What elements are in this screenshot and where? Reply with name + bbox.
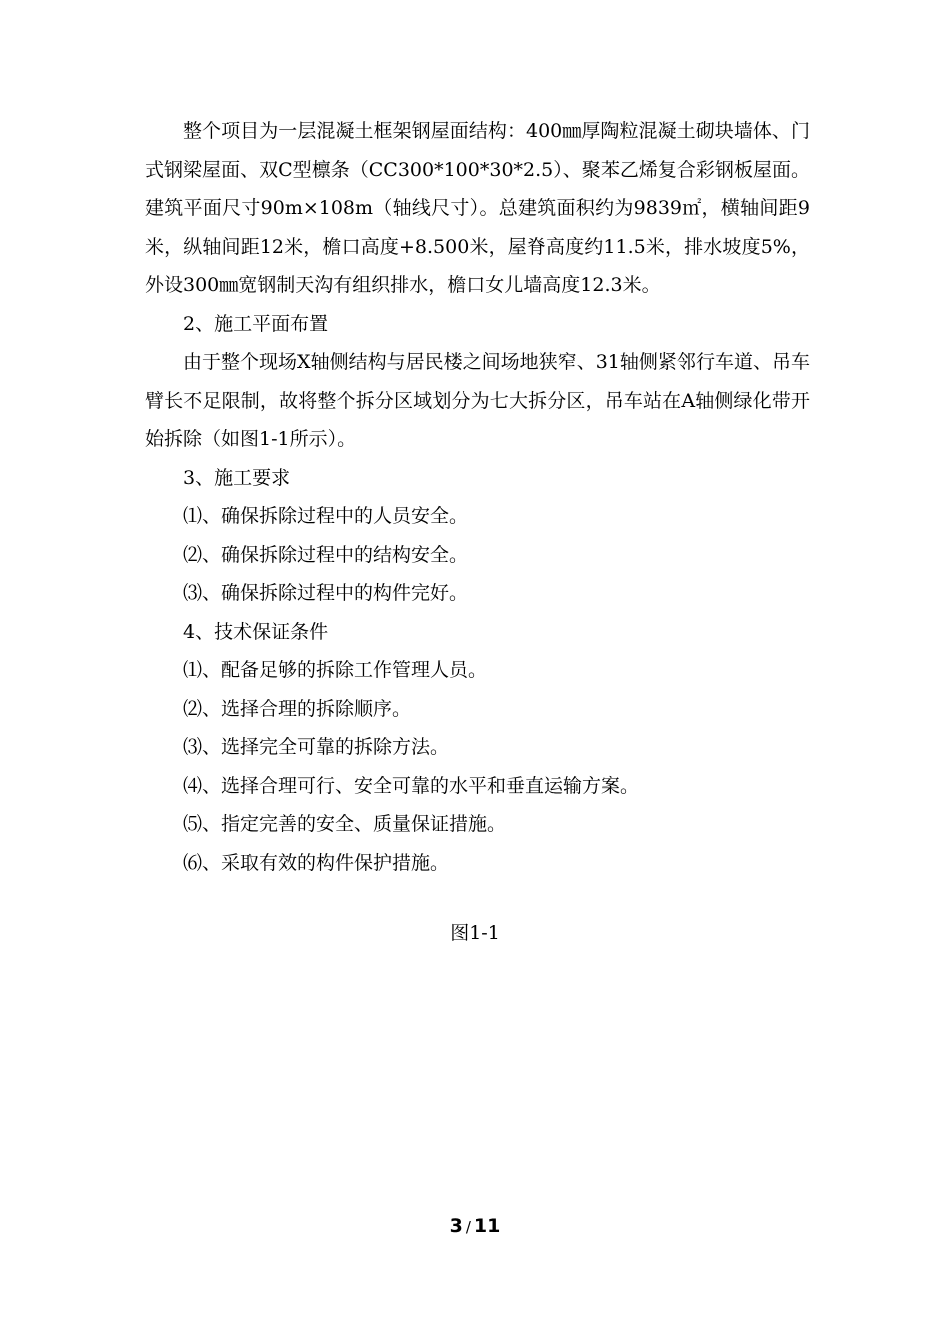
site-layout-paragraph: 由于整个现场X轴侧结构与居民楼之间场地狭窄、31轴侧紧邻行车道、吊车臂长不足限制，故将整个拆分区域划分为七大拆分区，吊车站在A轴侧绿化带开始拆除（如图1-1所示）。 — [145, 351, 810, 450]
document-body — [145, 112, 810, 882]
section-2-heading: 2、施工平面布置 — [183, 312, 329, 335]
requirement-item-2: ⑵、确保拆除过程中的结构安全。 — [183, 543, 469, 566]
guarantee-item-5: ⑸、指定完善的安全、质量保证措施。 — [183, 813, 507, 835]
figure-caption: 图1-1 — [450, 922, 500, 944]
guarantee-item-6: ⑹、采取有效的构件保护措施。 — [183, 851, 450, 874]
guarantee-item-2: ⑵、选择合理的拆除顺序。 — [183, 697, 412, 720]
page-number — [0, 1211, 950, 1242]
section-3-heading: 3、施工要求 — [183, 466, 291, 489]
total-pages-number: 11 — [473, 1215, 501, 1237]
requirement-item-1: ⑴、确保拆除过程中的人员安全。 — [183, 505, 469, 527]
section-4-heading: 4、技术保证条件 — [183, 620, 329, 643]
guarantee-item-4: ⑷、选择合理可行、安全可靠的水平和垂直运输方案。 — [183, 774, 640, 797]
requirement-item-3: ⑶、确保拆除过程中的构件完好。 — [183, 582, 469, 604]
project-overview-paragraph: 整个项目为一层混凝土框架钢屋面结构：400㎜厚陶粒混凝土砌块墙体、门式钢梁屋面、双C型檩条（CC300*100*30*2.5）、聚苯乙烯复合彩钢板屋面。建筑平面尺寸90m×108m（轴线尺寸）。总建筑面积约为9839㎡，横轴间距9米，纵轴间距12米，檐口高度+8.500米，屋脊高度约11.5米，排水坡度5%，外设300㎜宽钢制天沟有组织排水，檐口女儿墙高度12.3米。 — [145, 120, 810, 296]
guarantee-item-3: ⑶、选择完全可靠的拆除方法。 — [183, 736, 450, 758]
current-page-number: 3 — [449, 1215, 463, 1237]
page-separator: / — [465, 1218, 471, 1236]
guarantee-item-1: ⑴、配备足够的拆除工作管理人员。 — [183, 659, 488, 681]
